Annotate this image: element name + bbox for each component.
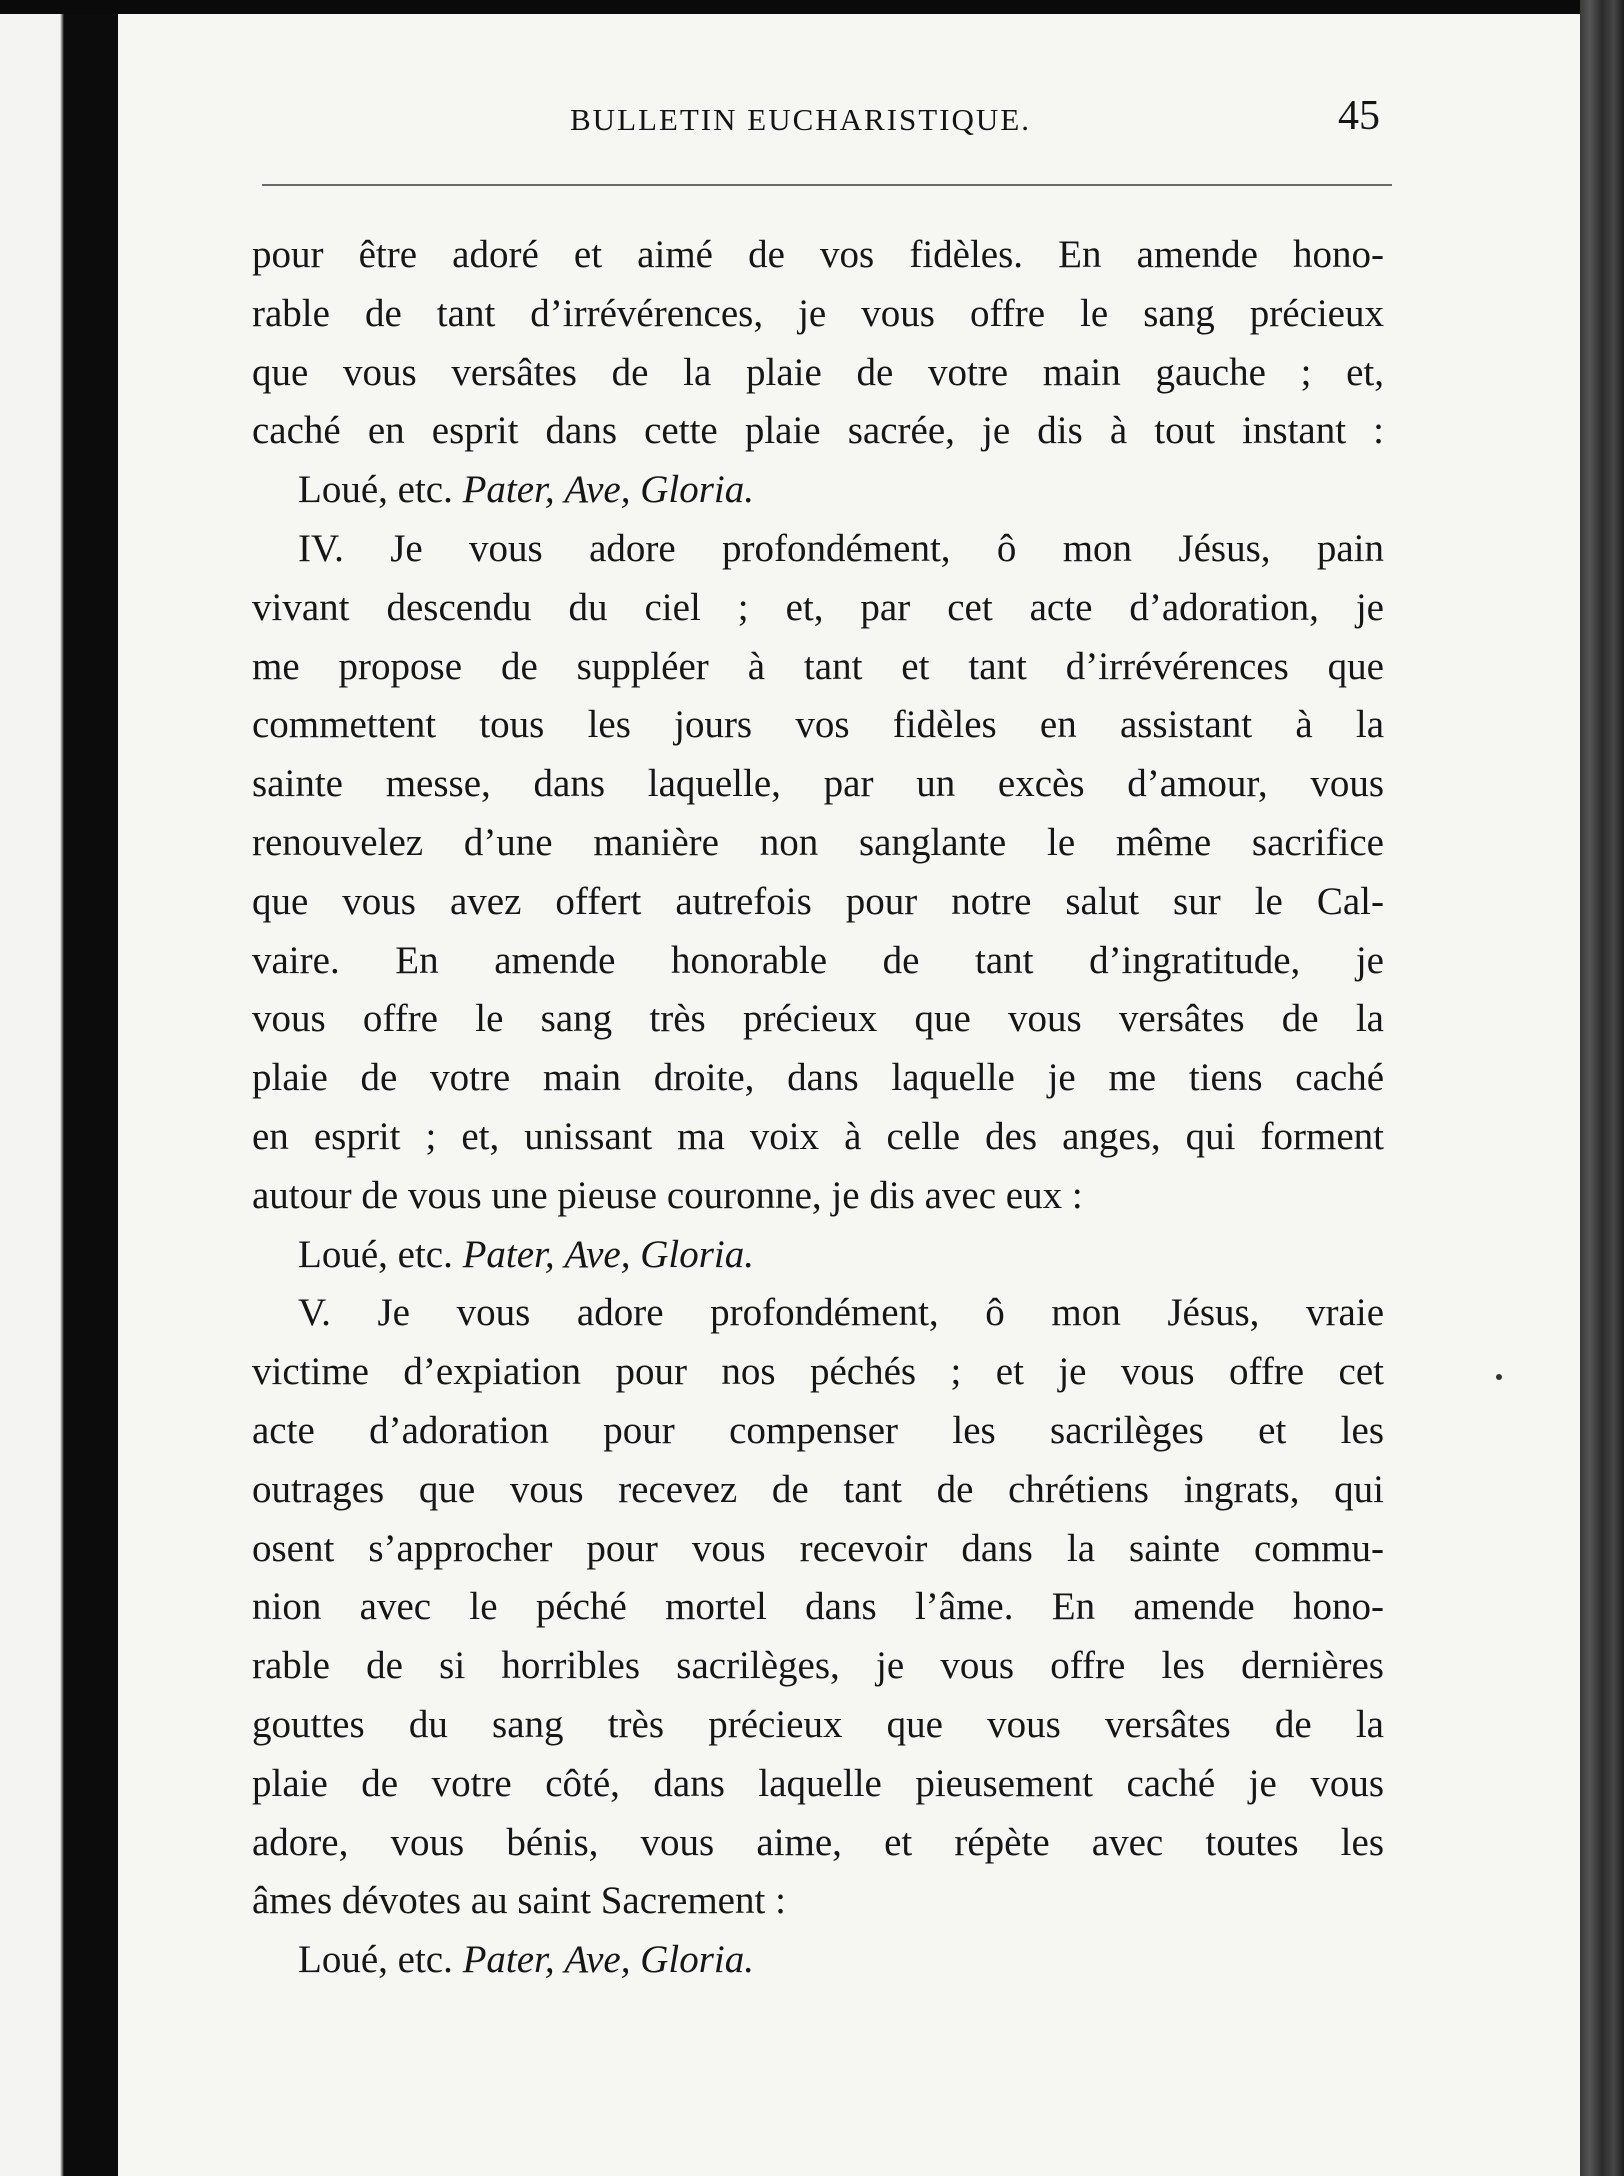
text-line: me propose de suppléer à tant et tant d’irrévérences que [252, 644, 1384, 688]
refrain-lead: Loué, etc. [298, 1938, 453, 1982]
refrain-lead: Loué, etc. [298, 1232, 453, 1276]
refrain-ave: Ave, [564, 1938, 631, 1982]
text-line: autour de vous une pieuse couronne, je dis avec eux : [252, 1173, 1083, 1217]
text-line: renouvelez d’une manière non sanglante le même sacrifice [252, 820, 1384, 864]
refrain-ave: Ave, [564, 1232, 631, 1276]
text-line: adore, vous bénis, vous aime, et répète avec toutes les [252, 1820, 1384, 1864]
running-title: BULLETIN EUCHARISTIQUE. [570, 102, 1032, 137]
header-rule [262, 184, 1392, 186]
refrain-line [252, 1226, 1384, 1285]
refrain-gloria: Gloria. [640, 468, 754, 512]
refrain-gloria: Gloria. [640, 1938, 754, 1982]
text-line: que vous avez offert autrefois pour notre salut sur le Cal- [252, 879, 1384, 923]
paragraph-start-line: V. Je vous adore profondément, ô mon Jésus, vraie [298, 1291, 1384, 1335]
text-line: sainte messe, dans laquelle, par un excès d’amour, vous [252, 762, 1384, 806]
text-line: outrages que vous recevez de tant de chrétiens ingrats, qui [252, 1467, 1384, 1511]
refrain-lead: Loué, etc. [298, 468, 453, 512]
paragraph-start-line: IV. Je vous adore profondément, ô mon Jésus, pain [298, 526, 1384, 570]
right-page-edges [1580, 0, 1624, 2176]
text-line: en esprit ; et, unissant ma voix à celle des anges, qui forment [252, 1114, 1384, 1158]
text-line: vous offre le sang très précieux que vous versâtes de la [252, 997, 1384, 1041]
text-line: caché en esprit dans cette plaie sacrée, je dis à tout instant : [252, 409, 1384, 453]
refrain-line [252, 1931, 1384, 1990]
page-body [252, 226, 1384, 1990]
text-line: osent s’approcher pour vous recevoir dans la sainte commu- [252, 1526, 1384, 1570]
ink-speck [1496, 1374, 1502, 1380]
text-line: gouttes du sang très précieux que vous versâtes de la [252, 1702, 1384, 1746]
text-line: rable de tant d’irrévérences, je vous offre le sang précieux [252, 291, 1384, 335]
refrain-pater: Pater, [462, 1938, 555, 1982]
refrain-pater: Pater, [462, 468, 555, 512]
refrain-pater: Pater, [462, 1232, 555, 1276]
text-line: vivant descendu du ciel ; et, par cet acte d’adoration, je [252, 585, 1384, 629]
text-line: victime d’expiation pour nos péchés ; et je vous offre cet [252, 1350, 1384, 1394]
top-scan-edge [0, 0, 1624, 14]
text-line: acte d’adoration pour compenser les sacrilèges et les [252, 1408, 1384, 1452]
text-line: plaie de votre côté, dans laquelle pieusement caché je vous [252, 1761, 1384, 1805]
text-line: commettent tous les jours vos fidèles en assistant à la [252, 703, 1384, 747]
text-line: plaie de votre main droite, dans laquelle je me tiens caché [252, 1056, 1384, 1100]
refrain-ave: Ave, [564, 468, 631, 512]
text-line: nion avec le péché mortel dans l’âme. En amende hono- [252, 1585, 1384, 1629]
text-line: âmes dévotes au saint Sacrement : [252, 1879, 786, 1923]
text-line: que vous versâtes de la plaie de votre main gauche ; et, [252, 350, 1384, 394]
refrain-gloria: Gloria. [640, 1232, 754, 1276]
refrain-line [252, 461, 1384, 520]
text-line: pour être adoré et aimé de vos fidèles. En amende hono- [252, 233, 1384, 276]
text-line: vaire. En amende honorable de tant d’ingratitude, je [252, 938, 1384, 982]
left-binding-edge [0, 0, 120, 2176]
page-number: 45 [1338, 93, 1380, 139]
text-line: rable de si horribles sacrilèges, je vous offre les dernières [252, 1644, 1384, 1688]
